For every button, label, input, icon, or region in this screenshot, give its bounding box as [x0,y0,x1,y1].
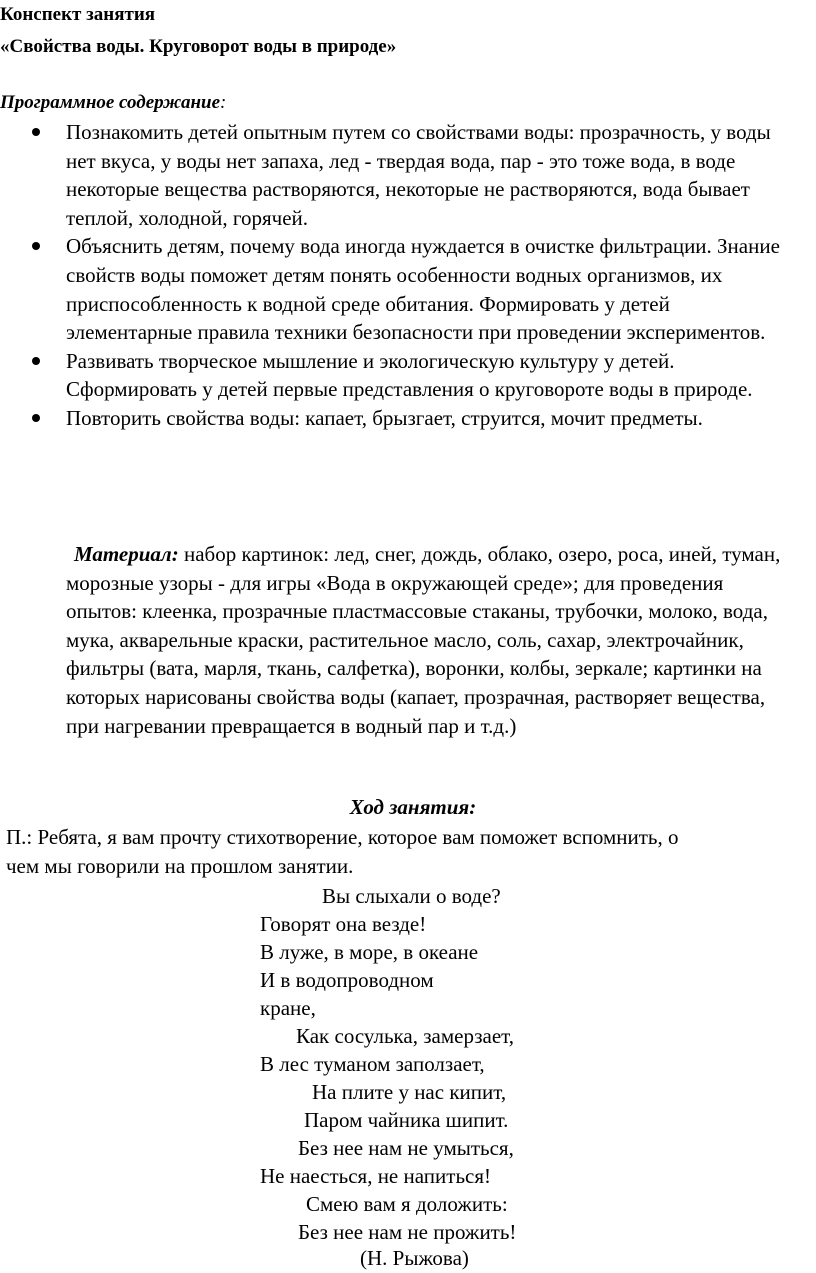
document-title-line-2: «Свойства воды. Круговорот воды в природе» [0,36,397,57]
poem-line: Без нее нам не прожить! [298,1220,517,1244]
document-title-line-1: Конспект занятия [0,4,156,25]
poem-line: Без нее нам не умыться, [298,1136,514,1160]
bullet-text: Повторить свойства воды: капает, брызгает, струится, мочит предметы. [66,405,703,430]
bullet-text: Объяснить детям, почему вода иногда нуждается в очистке фильтрации. Знание свойств воды поможет детям понять особенности водных организмов, их приспособленность к водной среде обитания. Формировать у детей элементарные правила техники безопасности при проведении экспериментов. [66,234,780,345]
material-text: набор картинок: лед, снег, дождь, облако, озеро, роса, иней, туман, морозные узоры - для игры «Вода в окружающей среде»; для проведения опытов: клеенка, прозрачные пластмассовые стаканы, трубочки, молоко, вода, мука, акварельные краски, растительное масло, соль, сахар, электрочайник, фильтры (вата, марля, ткань, салфетка), воронки, колбы, зеркале; картинки на которых нарисованы свойства воды (капает, прозрачная, растворяет вещества, при нагревании превращается в водный пар и т.д.) [66,542,781,738]
lesson-intro: П.: Ребята, я вам прочту стихотворение, которое вам поможет вспомнить, о чем мы говорили на прошлом занятии. [6,825,679,878]
bullet-icon [32,128,40,136]
lesson-heading: Ход занятия: [349,795,477,819]
list-item [0,404,786,433]
poem-line: Не наесться, не напиться! [260,1164,491,1188]
material-label: Материал: [74,542,179,566]
bullet-icon [32,414,40,422]
list-item [0,347,786,404]
poem-line: Вы слыхали о воде? [322,884,501,908]
program-heading-colon: : [220,92,227,113]
poem-line: кране, [260,996,316,1020]
poem-line: На плите у нас кипит, [312,1080,507,1104]
poem-line: Как сосулька, замерзает, [296,1024,514,1048]
material-paragraph [66,540,796,740]
bullet-icon [32,242,40,250]
bullet-text: Познакомить детей опытным путем со свойствами воды: прозрачность, у воды нет вкуса, у воды нет запаха, лед - твердая вода, пар - это тоже вода, в воде некоторые вещества растворяются, некоторые не растворяются, вода бывает теплой, холодной, горячей. [66,120,771,230]
poem-line: Говорят она везде! [260,912,427,936]
program-bullet-list [0,118,786,433]
poem-line: Паром чайника шипит. [304,1108,509,1132]
poem-line: В лес туманом заползает, [260,1052,485,1076]
program-heading-text: Программное содержание [0,92,221,113]
poem-line: И в водопроводном [260,968,434,992]
poem-author: (Н. Рыжова) [360,1246,469,1270]
poem-line: Смею вам я доложить: [306,1192,508,1216]
bullet-icon [32,357,40,365]
poem-line: В луже, в море, в океане [260,940,479,964]
bullet-text: Развивать творческое мышление и экологическую культуру у детей. Сформировать у детей первые представления о круговороте воды в природе. [66,348,753,402]
list-item [0,118,786,232]
program-heading [0,92,226,114]
list-item [0,232,786,346]
